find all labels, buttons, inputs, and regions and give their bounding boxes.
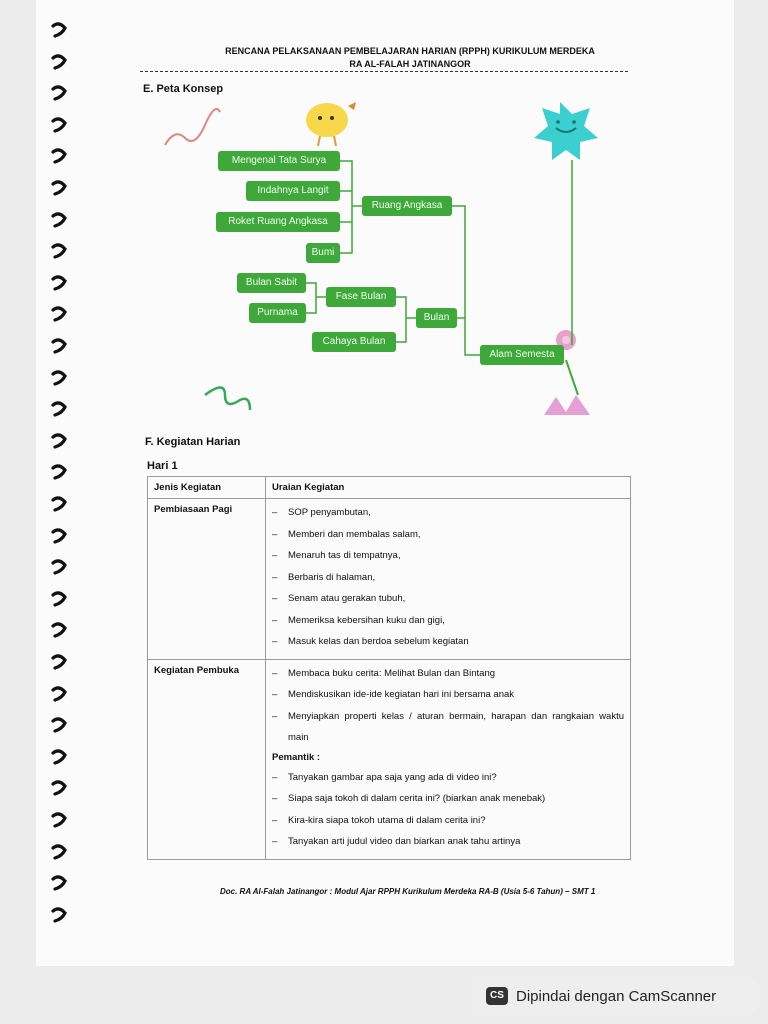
binding-ring-icon bbox=[50, 622, 68, 638]
concept-node-alam-semesta: Alam Semesta bbox=[480, 345, 564, 365]
binding-ring-icon bbox=[50, 496, 68, 512]
binding-ring-icon bbox=[50, 528, 68, 544]
activity-item bbox=[272, 545, 624, 567]
concept-node-bumi: Bumi bbox=[306, 243, 340, 263]
activity-item bbox=[272, 631, 624, 653]
activity-item bbox=[272, 767, 624, 789]
table-row bbox=[148, 499, 631, 660]
dash-bullet: – bbox=[272, 571, 278, 583]
flower-decoration-icon bbox=[544, 330, 590, 415]
dash-bullet: – bbox=[272, 771, 278, 783]
activity-item bbox=[272, 502, 624, 524]
activity-text: Tanyakan arti judul video dan biarkan anak tahu artinya bbox=[288, 836, 521, 847]
binding-ring-icon bbox=[50, 749, 68, 765]
section-title-kegiatan-harian: F. Kegiatan Harian bbox=[145, 436, 241, 448]
camscanner-watermark bbox=[472, 980, 756, 1012]
activity-item bbox=[272, 663, 624, 685]
activity-item bbox=[272, 831, 624, 853]
star-character-icon bbox=[534, 102, 598, 160]
binding-ring-icon bbox=[50, 591, 68, 607]
dash-bullet: – bbox=[272, 814, 278, 826]
activity-text: Menyiapkan properti kelas / aturan bermain, harapan dan rangkaian waktu main bbox=[288, 710, 624, 743]
concept-node-purnama: Purnama bbox=[249, 303, 306, 323]
lemon-character-icon bbox=[306, 102, 356, 146]
activity-text: Senam atau gerakan tubuh, bbox=[288, 593, 406, 604]
category-cell: Pembiasaan Pagi bbox=[148, 499, 266, 660]
binding-ring-icon bbox=[50, 559, 68, 575]
binding-ring-icon bbox=[50, 464, 68, 480]
binding-ring-icon bbox=[50, 907, 68, 923]
dash-bullet: – bbox=[272, 836, 278, 847]
dash-bullet: – bbox=[272, 710, 278, 722]
activity-text: Berbaris di halaman, bbox=[288, 571, 376, 583]
activity-text: SOP penyambutan, bbox=[288, 507, 371, 518]
activity-item bbox=[272, 524, 624, 546]
activity-list-cell bbox=[266, 659, 631, 859]
day-label: Hari 1 bbox=[147, 460, 178, 472]
binding-ring-icon bbox=[50, 654, 68, 670]
dash-bullet: – bbox=[272, 636, 278, 647]
activity-text: Memeriksa kebersihan kuku dan gigi, bbox=[288, 614, 445, 626]
concept-node-fase-bulan: Fase Bulan bbox=[326, 287, 396, 307]
activity-item bbox=[272, 706, 624, 749]
activity-item bbox=[272, 588, 624, 610]
activity-table bbox=[147, 476, 631, 860]
concept-node-mengenal-tata-surya: Mengenal Tata Surya bbox=[218, 151, 340, 171]
binding-ring-icon bbox=[50, 717, 68, 733]
section-title-peta-konsep: E. Peta Konsep bbox=[143, 83, 224, 95]
dash-bullet: – bbox=[272, 593, 278, 604]
activity-text: Mendiskusikan ide-ide kegiatan hari ini bersama anak bbox=[288, 689, 515, 700]
concept-node-ruang-angkasa: Ruang Angkasa bbox=[362, 196, 452, 216]
camscanner-logo-icon: CS bbox=[486, 987, 508, 1005]
activity-item bbox=[272, 684, 624, 706]
activity-text: Masuk kelas dan berdoa sebelum kegiatan bbox=[288, 636, 469, 647]
concept-node-indahnya-langit: Indahnya Langit bbox=[246, 181, 340, 201]
category-cell: Kegiatan Pembuka bbox=[148, 659, 266, 859]
dash-bullet: – bbox=[272, 507, 278, 518]
activity-list-cell bbox=[266, 499, 631, 660]
binding-ring-icon bbox=[50, 875, 68, 891]
binding-ring-icon bbox=[50, 844, 68, 860]
camscanner-text: Dipindai dengan CamScanner bbox=[516, 987, 717, 1005]
activity-text: Memberi dan membalas salam, bbox=[288, 528, 421, 540]
activity-item bbox=[272, 810, 624, 832]
concept-node-roket-ruang-angkasa: Roket Ruang Angkasa bbox=[216, 212, 340, 232]
binding-ring-icon bbox=[50, 686, 68, 702]
binding-ring-icon bbox=[50, 433, 68, 449]
binding-ring-icon bbox=[50, 780, 68, 796]
table-header-uraian: Uraian Kegiatan bbox=[266, 477, 631, 499]
activity-text: Membaca buku cerita: Melihat Bulan dan Bintang bbox=[288, 667, 496, 679]
dash-bullet: – bbox=[272, 793, 278, 804]
school-name: RA AL-FALAH JATINANGOR bbox=[349, 59, 471, 69]
binding-ring-icon bbox=[50, 812, 68, 828]
pemantik-subheading: Pemantik : bbox=[272, 751, 321, 763]
table-header-jenis: Jenis Kegiatan bbox=[148, 477, 266, 499]
activity-text: Menaruh tas di tempatnya, bbox=[288, 550, 401, 561]
dash-bullet: – bbox=[272, 528, 278, 540]
activity-item bbox=[272, 610, 624, 632]
squiggle-decoration-icon bbox=[165, 109, 220, 145]
activity-item bbox=[272, 567, 624, 589]
document-footer: Doc. RA Al-Falah Jatinangor : Modul Ajar RPPH Kurikulum Merdeka RA-B (Usia 5-6 Tahun) – SMT 1 bbox=[220, 887, 596, 896]
dash-bullet: – bbox=[272, 689, 278, 700]
concept-node-cahaya-bulan: Cahaya Bulan bbox=[312, 332, 396, 352]
squiggle-decoration-icon bbox=[205, 388, 250, 411]
document-title: RENCANA PELAKSANAAN PEMBELAJARAN HARIAN (RPPH) KURIKULUM MERDEKA bbox=[225, 46, 595, 56]
activity-text: Siapa saja tokoh di dalam cerita ini? (biarkan anak menebak) bbox=[288, 793, 546, 804]
activity-text: Tanyakan gambar apa saja yang ada di video ini? bbox=[288, 771, 497, 783]
activity-text: Kira-kira siapa tokoh utama di dalam cerita ini? bbox=[288, 814, 486, 826]
dash-bullet: – bbox=[272, 667, 278, 679]
concept-node-bulan: Bulan bbox=[416, 308, 457, 328]
dash-bullet: – bbox=[272, 614, 278, 626]
table-header-row bbox=[148, 477, 631, 499]
dash-bullet: – bbox=[272, 550, 278, 561]
table-row bbox=[148, 659, 631, 859]
activity-item bbox=[272, 788, 624, 810]
concept-node-bulan-sabit: Bulan Sabit bbox=[237, 273, 306, 293]
